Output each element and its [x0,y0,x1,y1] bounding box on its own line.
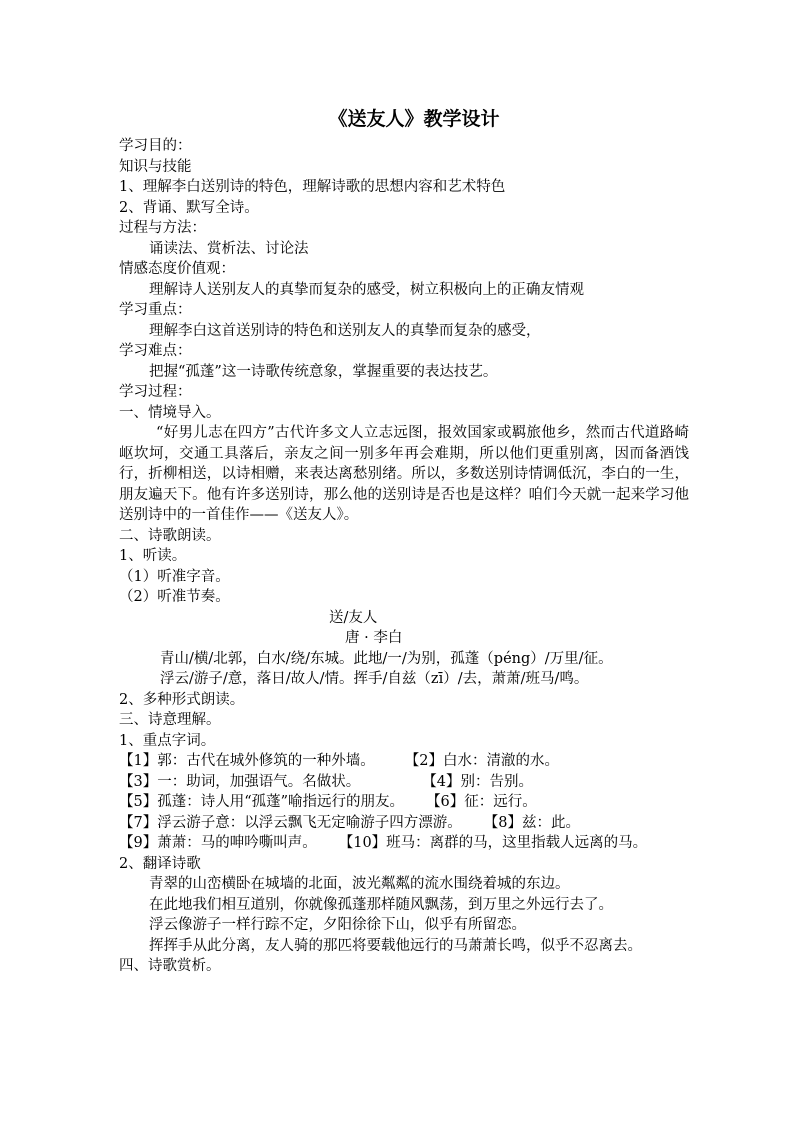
heading-methods: 过程与方法： [119,220,206,236]
objective-1: 1、理解李白送别诗的特色，理解诗歌的思想内容和艺术特色 [119,179,506,195]
step-translate: 2、翻译诗歌 [119,855,201,872]
word-note-4: 【4】别：告别。 [422,773,533,790]
translation-3: 浮云像游子一样行踪不定，夕阳徐徐下山，似乎有所留恋。 [149,917,526,933]
word-note-row [119,751,689,772]
word-note-9: 【9】萧萧：马的呻吟嘶叫声。 [119,835,317,851]
heading-knowledge: 知识与技能 [119,158,192,175]
word-note-row [119,833,689,854]
section-3-heading: 三、诗意理解。 [119,712,221,728]
word-note-5: 【5】孤蓬：诗人用“孤蓬”喻指远行的朋友。 [119,794,405,810]
word-note-10: 【10】班马：离群的马，这里指载人远离的马。 [338,835,648,851]
word-note-row [119,772,689,793]
key-points-text: 理解李白这首送别诗的特色和送别友人的真挚而复杂的感受， [149,322,541,339]
word-note-1: 【1】郭：古代在城外修筑的一种外墙。 [119,753,375,769]
word-note-row [119,813,689,834]
word-note-2: 【2】白水：清澈的水。 [404,753,559,769]
poem-line-1: 青山/横/北郭，白水/绕/东城。此地/一/为别，孤蓬（péng）/万里/征。 [160,650,613,667]
translation-1: 青翠的山峦横卧在城墙的北面，波光粼粼的流水围绕着城的东边。 [149,876,570,892]
heading-objectives: 学习目的： [119,138,192,154]
poem-line-2: 浮云/游子/意，落日/故人/情。挥手/自兹（zī）/去，萧萧/班马/鸣。 [160,671,589,687]
word-note-6: 【6】征：远行。 [426,794,537,810]
page-title: 《送友人》教学设计 [328,108,500,130]
heading-values: 情感态度价值观： [119,261,235,277]
section-2-heading: 二、诗歌朗读。 [119,527,221,544]
heading-difficulties: 学习难点： [119,343,192,359]
methods-text: 诵读法、赏析法、讨论法 [149,240,309,257]
section-1-heading: 一、情境导入。 [119,404,221,421]
poem-title: 送/友人 [329,609,378,626]
word-note-3: 【3】一：助词，加强语气。名做状。 [119,773,361,790]
translation-4: 挥挥手从此分离，友人骑的那匹将要载他远行的马萧萧长鸣，似乎不忍离去。 [149,937,642,954]
word-note-7: 【7】浮云游子意：以浮云飘飞无定喻游子四方漂游。 [119,814,462,831]
word-note-row [119,792,689,813]
heading-process: 学习过程： [119,384,192,400]
word-note-8: 【8】兹：此。 [483,814,580,831]
translation-2: 在此地我们相互道别，你就像孤蓬那样随风飘荡，到万里之外远行去了。 [149,896,613,913]
heading-key-points: 学习重点： [119,302,192,318]
step-listen: 1、听读。 [119,548,187,564]
section-4-heading: 四、诗歌赏析。 [119,958,221,974]
step-listen-1: （1）听准字音。 [119,568,230,585]
step-key-words: 1、重点字词。 [119,732,216,749]
document-body [119,106,689,977]
step-listen-2: （2）听准节奏。 [119,589,230,605]
values-text: 理解诗人送别友人的真挚而复杂的感受，树立积极向上的正确友情观 [149,281,584,298]
intro-paragraph: “好男儿志在四方”古代许多文人立志远图，报效国家或羁旅他乡，然而古代道路崎岖坎坷，交通工具落后，亲友之间一别多年再会难期，所以他们更重别离，因而备酒饯行，折柳相送，以诗相赠，来表达离愁别绪。所以，多数送别诗情调低沉，李白的一生，朋友遍天下。他有许多送别诗，那么他的送别诗是否也是这样？咱们今天就一起来学习他送别诗中的一首佳作——《送友人》。 [119,425,689,523]
objective-2: 2、背诵、默写全诗。 [119,199,259,216]
poem-author: 唐 · 李白 [345,630,403,646]
step-read-forms: 2、多种形式朗读。 [119,691,245,708]
difficulties-text: 把握“孤蓬”这一诗歌传统意象，掌握重要的表达技艺。 [149,363,498,380]
